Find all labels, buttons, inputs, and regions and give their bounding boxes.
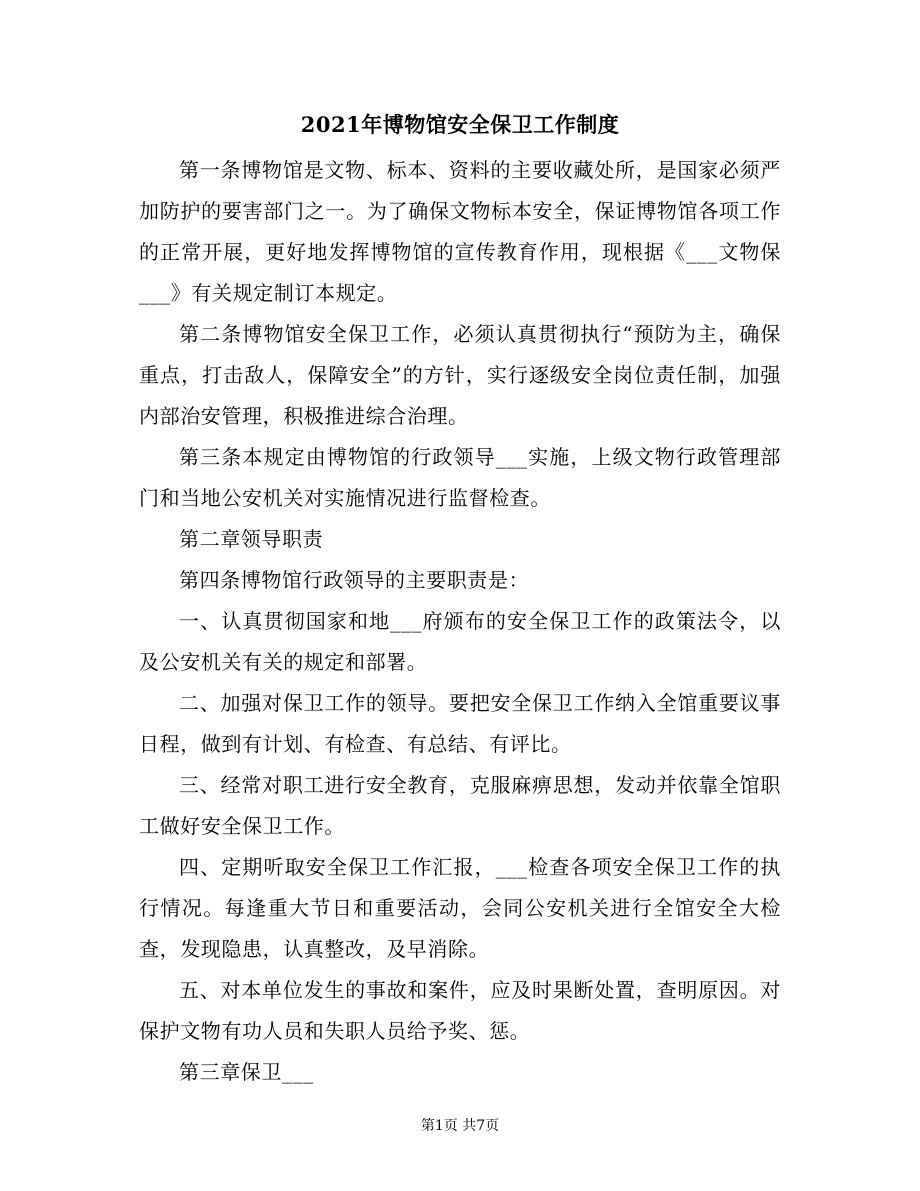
paragraph-article-3: 第三条本规定由博物馆的行政领导___实施，上级文物行政管理部门和当地公安机关对实施情况进行监督检查。 [139,445,781,510]
document-body [139,150,781,1093]
paragraph-article-1: 第一条博物馆是文物、标本、资料的主要收藏处所，是国家必须严加防护的要害部门之一。为了确保文物标本安全，保证博物馆各项工作的正常开展，更好地发挥博物馆的宣传教育作用，现根据《___文物保___》有关规定制订本规定。 [139,158,781,305]
page-number-footer: 第1页 共7页 [420,1118,500,1134]
paragraph-article-2: 第二条博物馆安全保卫工作，必须认真贯彻执行“预防为主，确保重点，打击敌人，保障安全”的方针，实行逐级安全岗位责任制，加强内部治安管理，积极推进综合治理。 [139,322,781,428]
document-title: 2021年博物馆安全保卫工作制度 [300,112,620,137]
list-item-3: 三、经常对职工进行安全教育，克服麻痹思想，发动并依靠全馆职工做好安全保卫工作。 [139,773,781,838]
list-item-1: 一、认真贯彻国家和地___府颁布的安全保卫工作的政策法令，以及公安机关有关的规定和部署。 [139,609,781,674]
list-item-5: 五、对本单位发生的事故和案件，应及时果断处置，查明原因。对保护文物有功人员和失职人员给予奖、惩。 [139,978,781,1043]
chapter-heading-2: 第二章领导职责 [179,527,324,551]
list-item-2: 二、加强对保卫工作的领导。要把安全保卫工作纳入全馆重要议事日程，做到有计划、有检查、有总结、有评比。 [139,691,781,756]
list-item-4: 四、定期听取安全保卫工作汇报，___检查各项安全保卫工作的执行情况。每逢重大节日和重要活动，会同公安机关进行全馆安全大检查，发现隐患，认真整改，及早消除。 [139,855,781,961]
chapter-heading-3: 第三章保卫___ [179,1060,314,1084]
paragraph-article-4: 第四条博物馆行政领导的主要职责是： [179,568,530,592]
